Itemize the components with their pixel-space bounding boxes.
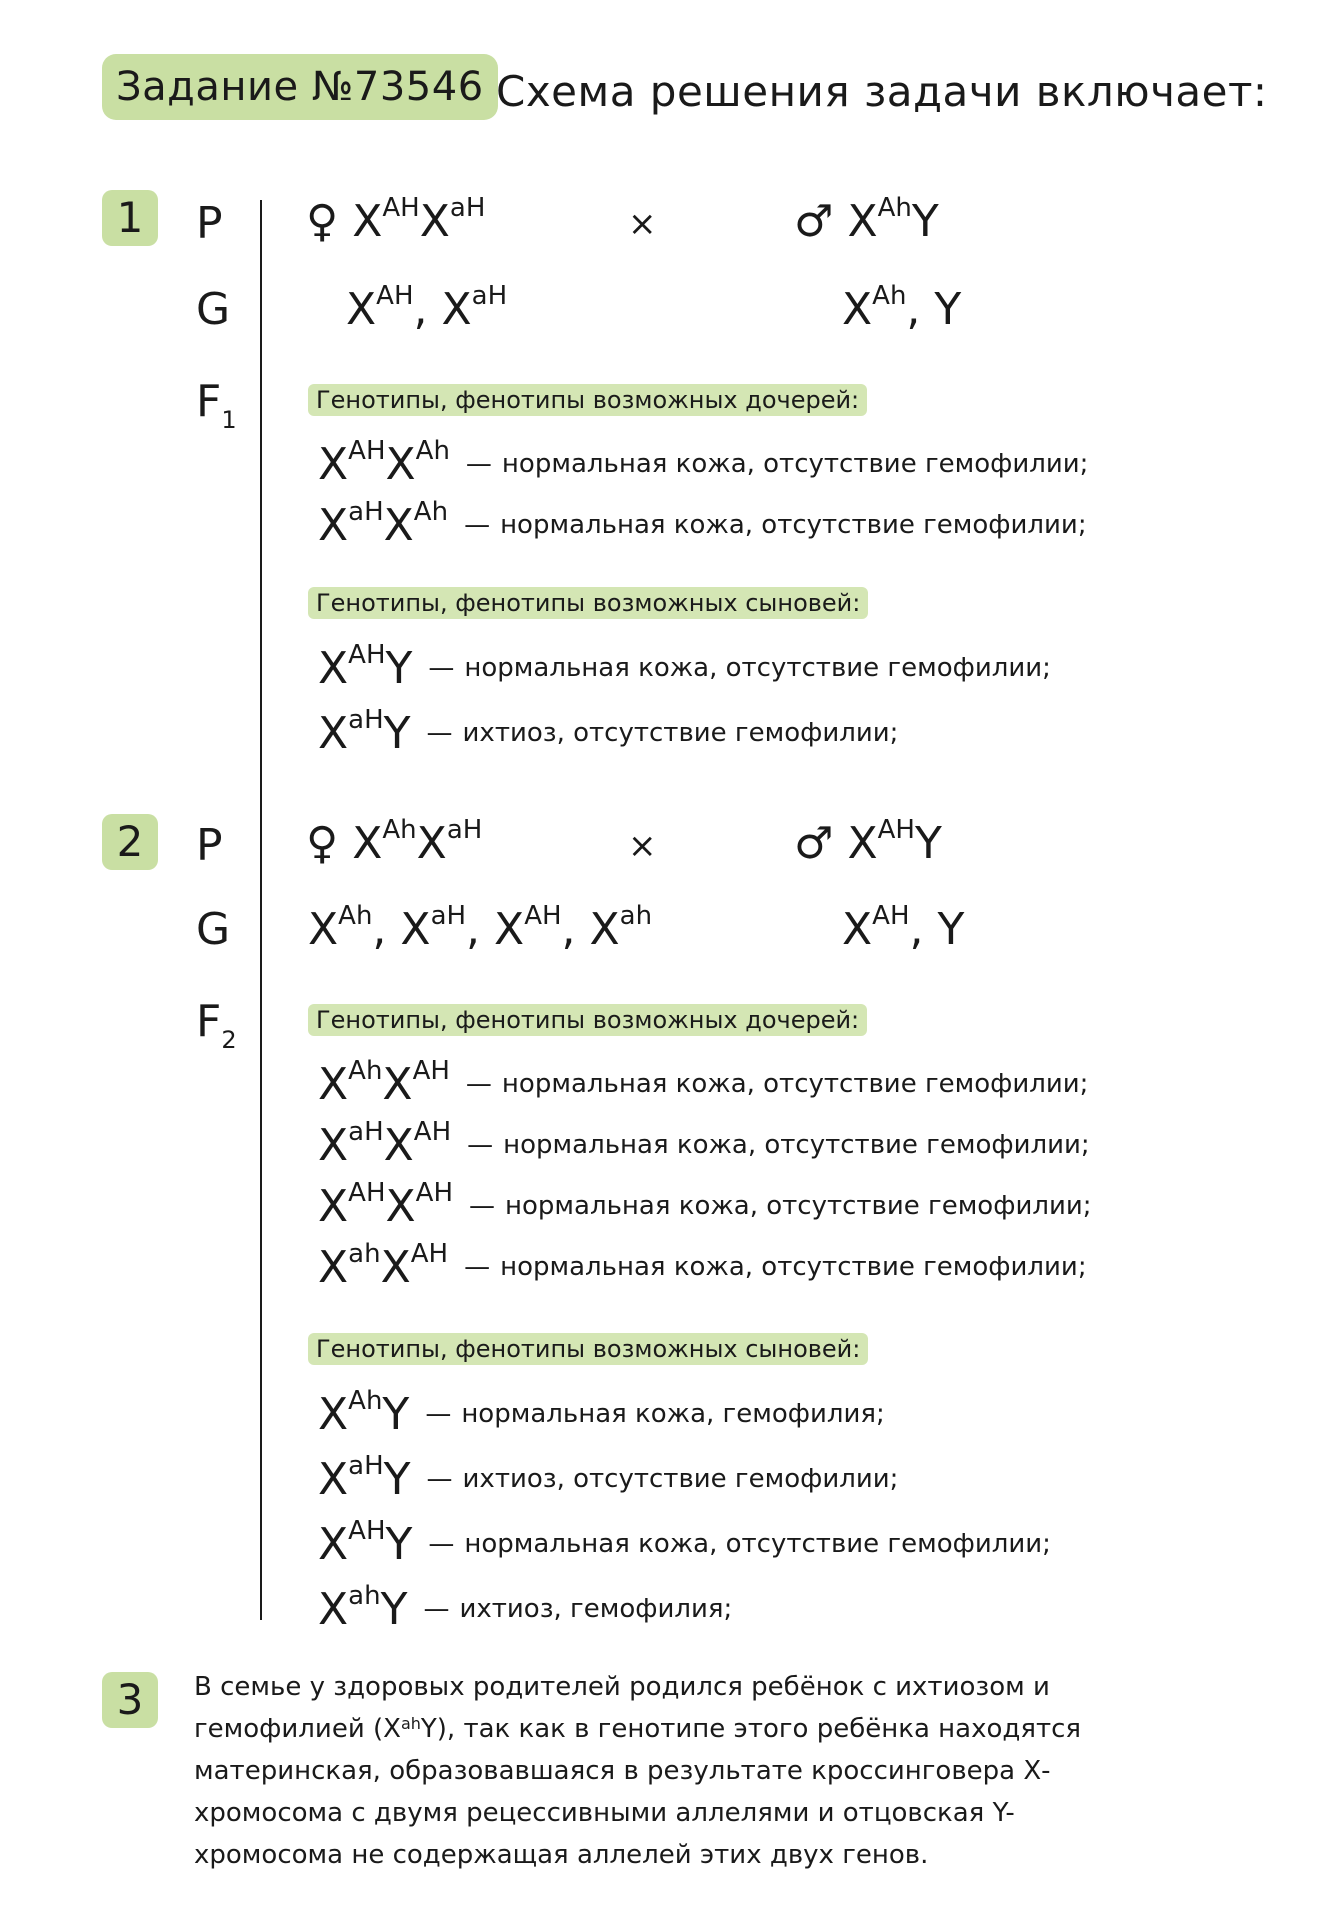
daughters-heading: Генотипы, фенотипы возможных дочерей: bbox=[308, 1004, 867, 1036]
phenotype: нормальная кожа, гемофилия; bbox=[461, 1399, 885, 1429]
step-number-3: 3 bbox=[102, 1672, 158, 1728]
male-gametes bbox=[842, 282, 961, 338]
gamete: Y bbox=[934, 284, 962, 335]
gamete: Y bbox=[937, 904, 965, 955]
parent-male-genotype: ♂ $X^{Ah}Y$ bbox=[794, 193, 939, 247]
daughter-genotype-row bbox=[318, 1177, 1092, 1232]
phenotype: ихтиоз, отсутствие гемофилии; bbox=[462, 1464, 899, 1494]
dash: — bbox=[465, 449, 492, 479]
gamete: $X^{AH}$, bbox=[494, 901, 590, 955]
genotype: $X^{ah}X^{AH}$ bbox=[318, 1238, 449, 1293]
male-icon: ♂ bbox=[794, 196, 834, 247]
dash: — bbox=[428, 1529, 455, 1559]
dash: — bbox=[467, 1130, 494, 1160]
gamete: $X^{AH}$, bbox=[346, 281, 442, 335]
cross-sign: × bbox=[628, 204, 657, 244]
son-genotype-row bbox=[318, 704, 899, 759]
phenotype: нормальная кожа, отсутствие гемофилии; bbox=[464, 1529, 1051, 1559]
phenotype: нормальная кожа, отсутствие гемофилии; bbox=[503, 1130, 1090, 1160]
parent-female-genotype: ♀ $X^{AH}X^{aH}$ bbox=[306, 193, 486, 247]
row-label-g: G bbox=[196, 904, 231, 955]
dash: — bbox=[465, 1069, 492, 1099]
son-genotype-row bbox=[318, 1385, 885, 1440]
sons-heading: Генотипы, фенотипы возможных сыновей: bbox=[308, 587, 868, 619]
daughters-heading: Генотипы, фенотипы возможных дочерей: bbox=[308, 384, 867, 416]
dash: — bbox=[426, 718, 453, 748]
genotype: $X^{AH}X^{Ah}$ bbox=[318, 435, 450, 490]
son-genotype-row bbox=[318, 639, 1051, 694]
step-number-1: 1 bbox=[102, 190, 158, 246]
daughter-genotype-row bbox=[318, 1116, 1090, 1171]
dash: — bbox=[423, 1594, 450, 1624]
genotype: $X^{AH}X^{AH}$ bbox=[318, 1177, 453, 1232]
row-label-f2: $F_2$ bbox=[196, 996, 237, 1054]
dash: — bbox=[426, 1464, 453, 1494]
phenotype: ихтиоз, гемофилия; bbox=[459, 1594, 733, 1624]
step-number-2: 2 bbox=[102, 814, 158, 870]
phenotype: ихтиоз, отсутствие гемофилии; bbox=[462, 718, 899, 748]
row-label-f1: $F_1$ bbox=[196, 376, 237, 434]
parent-female-genotype: ♀ $X^{Ah}X^{aH}$ bbox=[306, 815, 483, 869]
phenotype: нормальная кожа, отсутствие гемофилии; bbox=[464, 653, 1051, 683]
female-icon: ♀ bbox=[306, 196, 339, 247]
female-gametes bbox=[308, 902, 652, 958]
male-icon: ♂ bbox=[794, 818, 834, 869]
son-genotype-row bbox=[318, 1515, 1051, 1570]
row-label-p: P bbox=[196, 198, 223, 249]
dash: — bbox=[428, 653, 455, 683]
dash: — bbox=[464, 1252, 491, 1282]
gamete: $X^{Ah}$, bbox=[842, 281, 935, 335]
daughter-genotype-row bbox=[318, 435, 1089, 490]
conclusion-text: В семье у здоровых родителей родился ребёнок с ихтиозом и гемофилией $(X^{ah}Y)$, так как в генотипе этого ребёнка находятся материнская, образовавшаяся в результате кроссинговера Х-хромосома с двумя рецессивными аллелями и отцовская Y-хромосома не содержащая аллелей этих двух генов. bbox=[194, 1672, 1082, 1870]
genotype: $X^{aH}X^{Ah}$ bbox=[318, 496, 449, 551]
page-title: Схема решения задачи включает: bbox=[496, 67, 1268, 116]
row-label-g: G bbox=[196, 284, 231, 335]
phenotype: нормальная кожа, отсутствие гемофилии; bbox=[500, 510, 1087, 540]
male-gametes bbox=[842, 902, 964, 958]
dash: — bbox=[425, 1399, 452, 1429]
female-gametes bbox=[346, 282, 507, 338]
gamete: $X^{aH}$, bbox=[400, 901, 495, 955]
genotype: $X^{ah}Y$ bbox=[318, 1580, 408, 1635]
daughter-genotype-row bbox=[318, 496, 1087, 551]
daughter-genotype-row bbox=[318, 1055, 1089, 1110]
dash: — bbox=[469, 1191, 495, 1221]
scheme-divider-line bbox=[260, 200, 262, 1620]
phenotype: нормальная кожа, отсутствие гемофилии; bbox=[501, 1069, 1089, 1099]
sons-heading: Генотипы, фенотипы возможных сыновей: bbox=[308, 1333, 868, 1365]
genotype: $X^{Ah}X^{AH}$ bbox=[318, 1055, 450, 1110]
genotype: $X^{Ah}Y$ bbox=[318, 1385, 410, 1440]
genotype: $X^{AH}Y$ bbox=[318, 639, 413, 694]
phenotype: нормальная кожа, отсутствие гемофилии; bbox=[505, 1191, 1092, 1221]
female-icon: ♀ bbox=[306, 818, 339, 869]
phenotype: нормальная кожа, отсутствие гемофилии; bbox=[501, 449, 1089, 479]
genotype: $X^{aH}X^{AH}$ bbox=[318, 1116, 452, 1171]
phenotype: нормальная кожа, отсутствие гемофилии; bbox=[500, 1252, 1087, 1282]
gamete: $X^{aH}$ bbox=[441, 281, 508, 335]
gamete: $X^{ah}$ bbox=[589, 901, 653, 955]
son-genotype-row bbox=[318, 1580, 733, 1635]
row-label-p: P bbox=[196, 820, 223, 871]
gamete: $X^{Ah}$, bbox=[308, 901, 401, 955]
genotype: $X^{AH}Y$ bbox=[318, 1515, 413, 1570]
daughter-genotype-row bbox=[318, 1238, 1087, 1293]
cross-sign: × bbox=[628, 826, 657, 866]
genotype: $X^{aH}Y$ bbox=[318, 704, 411, 759]
son-genotype-row bbox=[318, 1450, 899, 1505]
dash: — bbox=[464, 510, 491, 540]
gamete: $X^{AH}$, bbox=[842, 901, 938, 955]
parent-male-genotype: ♂ $X^{AH}Y$ bbox=[794, 815, 942, 869]
task-number-badge: Задание №73546 bbox=[102, 54, 498, 120]
genotype: $X^{aH}Y$ bbox=[318, 1450, 411, 1505]
